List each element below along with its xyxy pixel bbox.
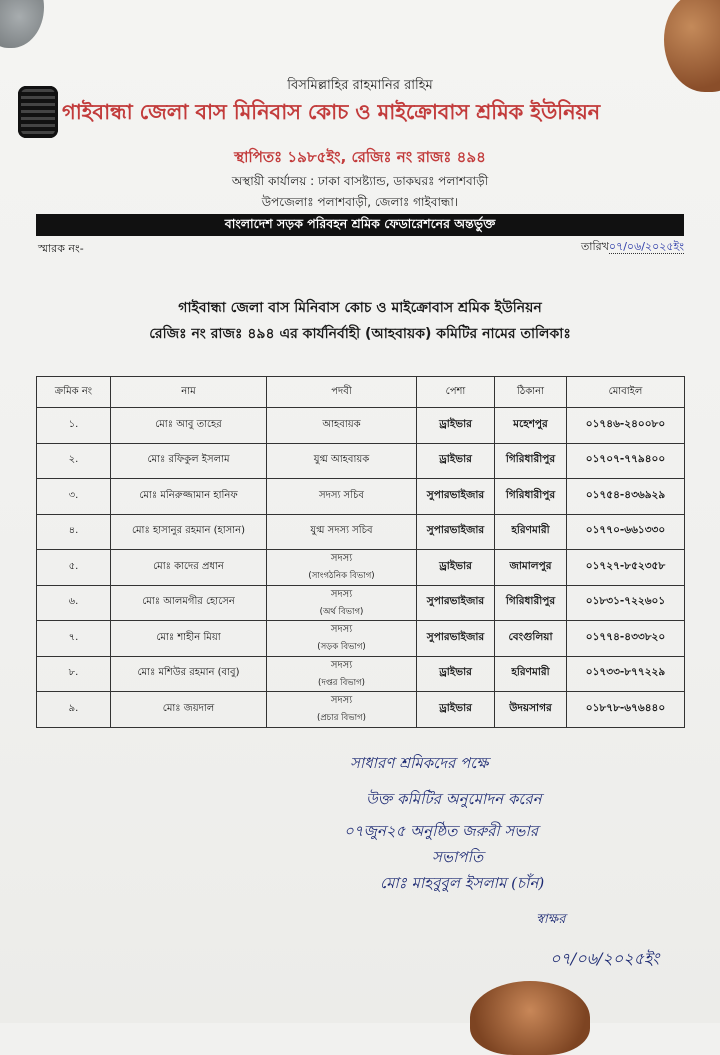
memo-number-label: স্মারক নং-: [38, 242, 84, 255]
address-cell: গিরিধারীপুর: [495, 443, 567, 479]
position-cell: [267, 656, 417, 692]
list-heading-line2: রেজিঃ নং রাজঃ ৪৯৪ এর কার্যনির্বাহী (আহবায়ক) কমিটির নামের তালিকাঃ: [149, 326, 571, 342]
position-department: (অর্থ বিভাগ): [319, 606, 364, 617]
position-title: আহবায়ক: [322, 418, 361, 430]
position-title: যুগ্ম আহবায়ক: [313, 454, 370, 466]
position-cell: [267, 550, 417, 586]
handwritten-signature: স্বাক্ষর: [536, 912, 566, 927]
position-cell: [267, 621, 417, 657]
tyre-logo-icon: [18, 86, 58, 138]
position-cell: [267, 479, 417, 515]
serial-cell: ৪.: [37, 514, 111, 550]
mobile-cell: ০১৮৩১-৭২২৬০১: [567, 585, 685, 621]
position-title: সদস্য সচিব: [319, 489, 364, 501]
position-department: (দপ্তর বিভাগ): [318, 677, 365, 688]
occupation-cell: ড্রাইভার: [417, 656, 495, 692]
col-header-address: ঠিকানা: [495, 377, 567, 408]
mobile-cell: ০১৮৭৮-৬৭৬৪৪০: [567, 692, 685, 728]
position-title: সদস্য: [330, 695, 353, 707]
table-header-row: [37, 377, 685, 408]
occupation-cell: সুপারভাইজার: [417, 514, 495, 550]
handwritten-president-name: মোঃ মাহবুবুল ইসলাম (চাঁন): [380, 874, 545, 892]
mobile-cell: ০১৭০৭-৭৭৯৪০০: [567, 443, 685, 479]
position-department: (সড়ক বিভাগ): [317, 642, 366, 653]
address-cell: উদয়সাগর: [495, 692, 567, 728]
establishment-line: স্থাপিতঃ ১৯৮৫ইং, রেজিঃ নং রাজঃ ৪৯৪: [234, 148, 486, 166]
serial-cell: ৮.: [37, 656, 111, 692]
mobile-cell: ০১৭৭০-৬৬১৩৩০: [567, 514, 685, 550]
upazila-address: উপজেলাঃ পলাশবাড়ী, জেলাঃ গাইবান্ধা।: [261, 195, 459, 209]
name-cell: মোঃ রফিকুল ইসলাম: [111, 443, 267, 479]
table-row: [37, 692, 685, 728]
committee-table: [36, 376, 685, 728]
position-cell: [267, 514, 417, 550]
mobile-cell: ০১৭৭৪-৪৩৩৮২০: [567, 621, 685, 657]
col-header-mobile: মোবাইল: [567, 377, 685, 408]
mobile-cell: ০১৭৪৬-২৪০০৮০: [567, 408, 685, 444]
mobile-cell: ০১৭৫৪-৪৩৬৯২৯: [567, 479, 685, 515]
position-cell: [267, 443, 417, 479]
position-title: যুগ্ম সদস্য সচিব: [310, 525, 373, 537]
handwritten-line-3: ০৭জুন২৫ অনুষ্ঠিত জরুরী সভার: [344, 822, 539, 840]
federation-banner: [36, 214, 684, 236]
name-cell: মোঃ মশিউর রহমান (বাবু): [111, 656, 267, 692]
serial-cell: ৯.: [37, 692, 111, 728]
serial-cell: ৩.: [37, 479, 111, 515]
table-row: [37, 621, 685, 657]
position-cell: [267, 692, 417, 728]
address-cell: গিরিধারীপুর: [495, 479, 567, 515]
table-row: [37, 585, 685, 621]
bismillah-line: বিসমিল্লাহির রাহমানির রাহিম: [287, 78, 433, 93]
address-cell: হরিণমারী: [495, 514, 567, 550]
table-row: [37, 550, 685, 586]
address-cell: জামালপুর: [495, 550, 567, 586]
position-title: সদস্য: [330, 624, 353, 636]
position-department: (সাংগঠনিক বিভাগ): [308, 571, 375, 582]
occupation-cell: ড্রাইভার: [417, 443, 495, 479]
address-cell: মহেশপুর: [495, 408, 567, 444]
date-label: তারিখ: [581, 240, 609, 253]
col-header-occupation: পেশা: [417, 377, 495, 408]
handwritten-line-2: উক্ত কমিটির অনুমোদন করেন: [366, 790, 542, 808]
table-row: [37, 408, 685, 444]
position-title: সদস্য: [330, 659, 353, 671]
occupation-cell: ড্রাইভার: [417, 692, 495, 728]
date-value: ০৭/০৬/২০২৫ইং: [608, 240, 684, 253]
serial-cell: ১.: [37, 408, 111, 444]
address-cell: গিরিধারীপুর: [495, 585, 567, 621]
col-header-position: পদবী: [267, 377, 417, 408]
mobile-cell: ০১৭২৭-৮৫২৩৫৮: [567, 550, 685, 586]
position-cell: [267, 408, 417, 444]
name-cell: মোঃ আলমগীর হোসেন: [111, 585, 267, 621]
table-row: [37, 656, 685, 692]
name-cell: মোঃ শাহীন মিয়া: [111, 621, 267, 657]
serial-cell: ৫.: [37, 550, 111, 586]
position-department: (প্রচার বিভাগ): [317, 713, 366, 724]
occupation-cell: সুপারভাইজার: [417, 585, 495, 621]
office-address: অস্থায়ী কার্যালয় : ঢাকা বাসষ্ট্যান্ড, ডাকঘরঃ পলাশবাড়ী: [231, 174, 489, 188]
name-cell: মোঃ কাদের প্রধান: [111, 550, 267, 586]
occupation-cell: ড্রাইভার: [417, 550, 495, 586]
handwritten-date: ০৭/০৬/২০২৫ইং: [550, 949, 660, 968]
position-title: সদস্য: [330, 588, 353, 600]
serial-cell: ৭.: [37, 621, 111, 657]
serial-cell: ৬.: [37, 585, 111, 621]
mobile-cell: ০১৭৩৩-৮৭৭২২৯: [567, 656, 685, 692]
federation-text: বাংলাদেশ সড়ক পরিবহন শ্রমিক ফেডারেশনের অন্তর্ভুক্ত: [224, 216, 496, 231]
occupation-cell: সুপারভাইজার: [417, 621, 495, 657]
finger-bottom: [470, 981, 590, 1055]
name-cell: মোঃ জয়দাল: [111, 692, 267, 728]
handwritten-line-1: সাধারণ শ্রমিকদের পক্ষে: [350, 754, 489, 772]
name-cell: মোঃ মনিরুজ্জামান হানিফ: [111, 479, 267, 515]
occupation-cell: ড্রাইভার: [417, 408, 495, 444]
union-title: গাইবান্ধা জেলা বাস মিনিবাস কোচ ও মাইক্রোবাস শ্রমিক ইউনিয়ন: [62, 100, 600, 124]
date-field: [581, 238, 684, 257]
address-cell: বেংগুলিয়া: [495, 621, 567, 657]
list-heading-line1: গাইবান্ধা জেলা বাস মিনিবাস কোচ ও মাইক্রোবাস শ্রমিক ইউনিয়ন: [178, 300, 542, 316]
serial-cell: ২.: [37, 443, 111, 479]
handwritten-line-4: সভাপতি: [432, 848, 484, 866]
table-row: [37, 479, 685, 515]
position-title: সদস্য: [330, 553, 353, 565]
occupation-cell: সুপারভাইজার: [417, 479, 495, 515]
table-row: [37, 514, 685, 550]
address-cell: হরিণমারী: [495, 656, 567, 692]
name-cell: মোঃ হাসানুর রহমান (হাসান): [111, 514, 267, 550]
table-row: [37, 443, 685, 479]
col-header-name: নাম: [111, 377, 267, 408]
name-cell: মোঃ আবু তাহের: [111, 408, 267, 444]
col-header-serial: ক্রমিক নং: [37, 377, 111, 408]
position-cell: [267, 585, 417, 621]
